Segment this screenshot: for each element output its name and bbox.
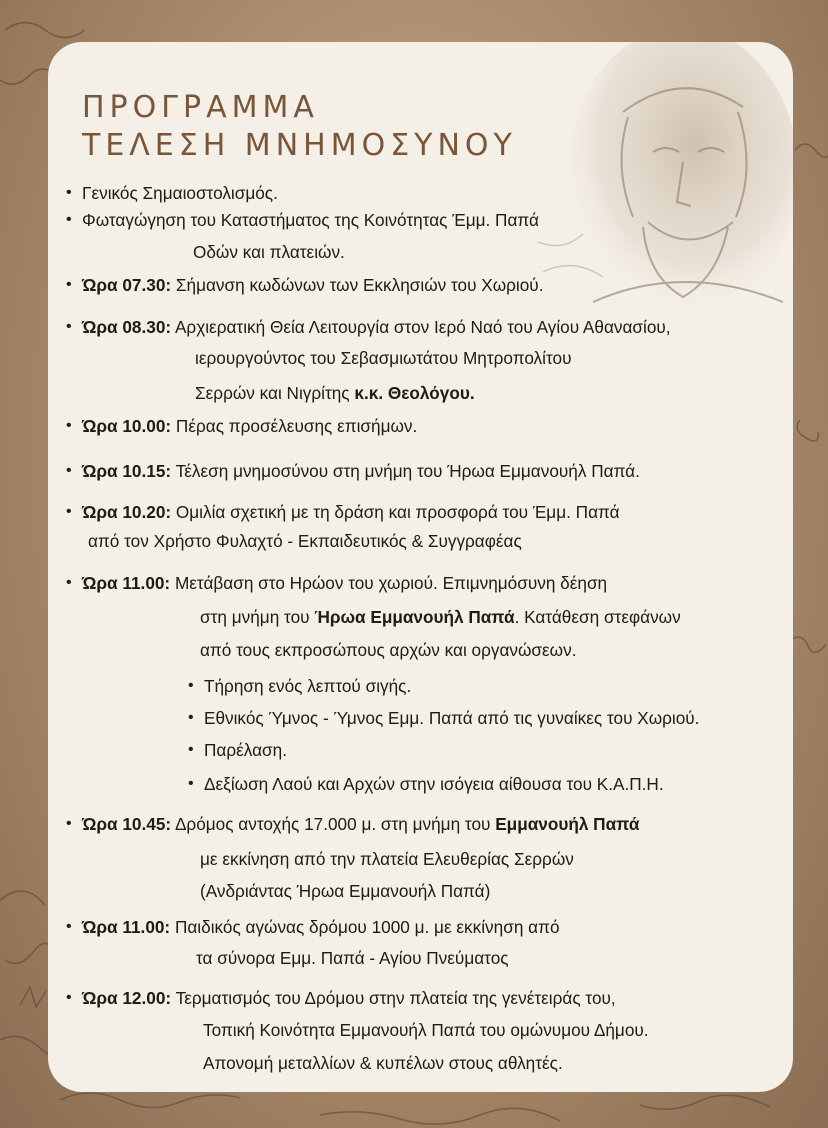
program-text: Πέρας προσέλευσης επισήμων. — [175, 416, 418, 436]
program-text: Σήμανση κωδώνων των Εκκλησιών του Χωριού. — [175, 275, 544, 295]
bullet-icon: • — [66, 815, 72, 832]
program-text-bold: κ.κ. Θεολόγου. — [354, 383, 475, 403]
program-text: Τήρηση ενός λεπτού σιγής. — [204, 676, 412, 696]
bullet-icon: • — [188, 709, 194, 726]
time-label: Ώρα 11.00: — [82, 573, 171, 593]
program-line — [204, 739, 287, 761]
time-label: Ώρα 10.00: — [82, 416, 172, 436]
program-line — [196, 947, 509, 969]
program-text: Εθνικός Ύμνος - Ύμνος Εμμ. Παπά από τις γυναίκες του Χωριού. — [204, 708, 700, 728]
program-text: Αρχιερατική Θεία Λειτουργία στον Ιερό Ναό του Αγίου Αθανασίου, — [174, 317, 671, 337]
time-label: Ώρα 12.00: — [82, 988, 172, 1008]
program-line — [200, 880, 490, 902]
program-text: Οδών και πλατειών. — [193, 242, 345, 262]
program-text-bold: Εμμανουήλ Παπά — [495, 814, 640, 834]
program-text: από τους εκπροσώπους αρχών και οργανώσεων. — [200, 640, 577, 660]
time-label: Ώρα 07.30: — [82, 275, 172, 295]
program-line — [200, 639, 576, 661]
program-text: Τέλεση μνημοσύνου στη μνήμη του Ήρωα Εμμανουήλ Παπά. — [175, 461, 640, 481]
program-text: στη μνήμη του — [200, 607, 310, 627]
bullet-icon: • — [66, 462, 72, 479]
bullet-icon: • — [66, 503, 72, 520]
time-label: Ώρα 08.30: — [82, 317, 172, 337]
program-text: Τοπική Κοινότητα Εμμανουήλ Παπά του ομώνυμου Δήμου. — [203, 1020, 649, 1040]
program-line — [82, 572, 607, 594]
program-text: . Κατάθεση στεφάνων — [514, 607, 681, 627]
program-line — [82, 209, 539, 231]
program-text-bold: Ήρωα Εμμανουήλ Παπά — [314, 607, 515, 627]
program-line — [200, 606, 681, 628]
bullet-icon: • — [66, 918, 72, 935]
program-card — [48, 42, 793, 1092]
program-list — [48, 42, 793, 1092]
time-label: Ώρα 10.20: — [82, 502, 172, 522]
program-text: Δεξίωση Λαού και Αρχών στην ισόγεια αίθουσα του Κ.Α.Π.Η. — [204, 774, 664, 794]
program-line — [204, 675, 411, 697]
program-text: Δρόμος αντοχής 17.000 μ. στη μνήμη του — [174, 814, 491, 834]
program-text: Τερματισμός του Δρόμου στην πλατεία της γενέτειράς του, — [175, 988, 616, 1008]
program-text: από τον Χρήστο Φυλαχτό - Εκπαιδευτικός & Συγγραφέας — [88, 531, 522, 551]
bullet-icon: • — [66, 184, 72, 201]
bullet-icon: • — [188, 677, 194, 694]
program-line — [82, 415, 417, 437]
program-line — [88, 530, 522, 552]
program-text: Μετάβαση στο Ηρώον του χωριού. Επιμνημόσυνη δέηση — [174, 573, 608, 593]
program-line — [82, 987, 616, 1009]
program-line — [82, 501, 620, 523]
program-line — [200, 848, 574, 870]
program-line — [203, 1019, 649, 1041]
time-label: Ώρα 10.45: — [82, 814, 172, 834]
program-line — [82, 813, 639, 835]
program-line — [82, 916, 560, 938]
program-line — [82, 316, 671, 338]
program-line — [195, 382, 475, 404]
time-label: Ώρα 11.00: — [82, 917, 171, 937]
program-line — [82, 182, 278, 204]
program-text: Γενικός Σημαιοστολισμός. — [82, 183, 278, 203]
bullet-icon: • — [66, 318, 72, 335]
program-line — [193, 241, 345, 263]
bullet-icon: • — [66, 417, 72, 434]
program-line — [195, 347, 571, 369]
bullet-icon: • — [66, 211, 72, 228]
program-text: Φωταγώγηση του Καταστήματος της Κοινότητας Έμμ. Παπά — [82, 210, 539, 230]
page-title-line-1: ΠΡΟΓΡΑΜΜΑ — [82, 90, 319, 125]
program-text: Ομιλία σχετική με τη δράση και προσφορά του Έμμ. Παπά — [175, 502, 620, 522]
bullet-icon: • — [66, 574, 72, 591]
time-label: Ώρα 10.15: — [82, 461, 172, 481]
program-text: Σερρών και Νιγρίτης — [195, 383, 350, 403]
page-title-line-2: ΤΕΛΕΣΗ ΜΝΗΜΟΣΥΝΟΥ — [82, 128, 517, 163]
program-text: Απονομή μεταλλίων & κυπέλων στους αθλητές. — [203, 1053, 563, 1073]
program-line — [204, 773, 664, 795]
program-line — [82, 274, 543, 296]
bullet-icon: • — [188, 775, 194, 792]
program-text: (Ανδριάντας Ήρωα Εμμανουήλ Παπά) — [200, 881, 491, 901]
bullet-icon: • — [66, 276, 72, 293]
program-line — [204, 707, 699, 729]
program-text: Παιδικός αγώνας δρόμου 1000 μ. με εκκίνηση από — [174, 917, 560, 937]
program-text: ιερουργούντος του Σεβασμιωτάτου Μητροπολίτου — [195, 348, 572, 368]
program-line — [203, 1052, 563, 1074]
bullet-icon: • — [66, 989, 72, 1006]
program-text: με εκκίνηση από την πλατεία Ελευθερίας Σερρών — [200, 849, 574, 869]
program-text: τα σύνορα Εμμ. Παπά - Αγίου Πνεύματος — [196, 948, 509, 968]
bullet-icon: • — [188, 741, 194, 758]
program-line — [82, 460, 640, 482]
program-text: Παρέλαση. — [204, 740, 287, 760]
